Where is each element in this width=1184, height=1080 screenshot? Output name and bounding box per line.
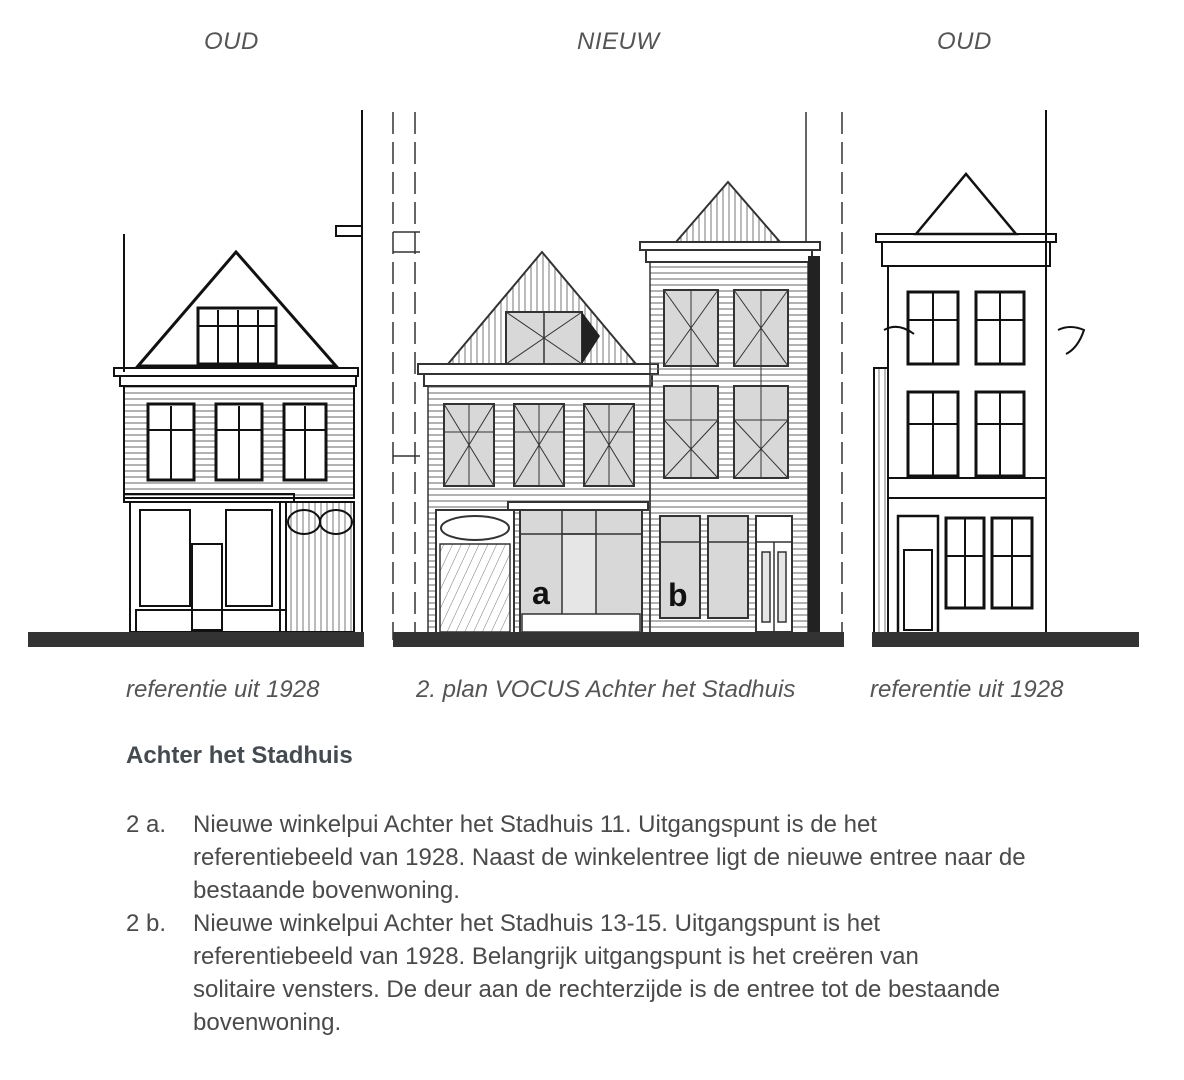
item-text (193, 907, 1126, 1039)
item-line: bovenwoning. (193, 1009, 342, 1036)
section-heading: Achter het Stadhuis (126, 742, 353, 769)
marker-a: a (532, 575, 550, 611)
item-list (126, 808, 1126, 1039)
item-line: Nieuwe winkelpui Achter het Stadhuis 11. Uitgangspunt is de het (193, 811, 877, 838)
caption-center: 2. plan VOCUS Achter het Stadhuis (416, 676, 796, 703)
old-facade-right (874, 110, 1084, 640)
list-item (126, 907, 1126, 1039)
old-facade-left (114, 110, 362, 640)
new-facade-plan (393, 112, 842, 640)
caption-right: referentie uit 1928 (870, 676, 1064, 703)
item-line: solitaire vensters. De deur aan de rechterzijde is de entree tot de bestaande (193, 976, 1001, 1003)
item-number: 2 b. (126, 910, 167, 937)
list-item (126, 808, 1126, 907)
marker-b: b (668, 577, 688, 613)
item-line: referentiebeeld van 1928. Naast de winkelentree ligt de nieuwe entree naar de (193, 844, 1026, 871)
item-line: Nieuwe winkelpui Achter het Stadhuis 13-15. Uitgangspunt is het (193, 910, 881, 937)
label-oud-right: OUD (937, 28, 992, 55)
item-number: 2 a. (126, 811, 167, 838)
label-oud-left: OUD (204, 28, 259, 55)
caption-left: referentie uit 1928 (126, 676, 320, 703)
label-nieuw: NIEUW (577, 28, 660, 55)
item-line: referentiebeeld van 1928. Belangrijk uitgangspunt is het creëren van (193, 943, 919, 970)
item-text (193, 808, 1126, 907)
item-line: bestaande bovenwoning. (193, 877, 460, 904)
